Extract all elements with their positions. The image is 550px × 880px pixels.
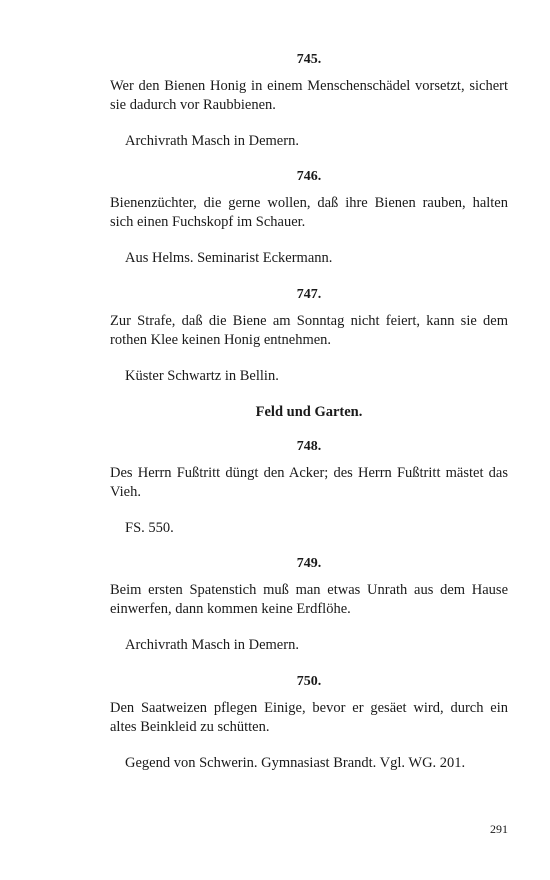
entry-746 — [110, 168, 508, 268]
entry-748 — [110, 438, 508, 538]
section-heading: Feld und Garten. — [255, 404, 363, 420]
entry-number: 746. — [296, 169, 322, 184]
entry-text: Des Herrn Fußtritt düngt den Acker; des Herrn Fußtritt mästet das Vieh. — [110, 465, 508, 500]
page-number: 291 — [490, 822, 508, 836]
entry-747 — [110, 286, 508, 386]
entry-text: Wer den Bienen Honig in einem Menschenschädel vorsetzt, sichert sie dadurch vor Raubbienen. — [110, 78, 508, 113]
entry-number: 750. — [296, 674, 322, 689]
entry-750 — [110, 673, 508, 773]
entry-source: Aus Helms. Seminarist Eckermann. — [125, 250, 333, 266]
entry-text: Beim ersten Spatenstich muß man etwas Unrath aus dem Hause einwerfen, dann kommen keine Erdflöhe. — [110, 582, 508, 617]
entry-number: 745. — [296, 52, 322, 67]
entry-text: Den Saatweizen pflegen Einige, bevor er gesäet wird, durch ein altes Beinkleid zu schütten. — [110, 700, 508, 735]
entry-source: Archivrath Masch in Demern. — [125, 133, 299, 149]
entry-source: Gegend von Schwerin. Gymnasiast Brandt. Vgl. WG. 201. — [125, 755, 466, 771]
entry-text: Bienenzüchter, die gerne wollen, daß ihre Bienen rauben, halten sich einen Fuchskopf im Schauer. — [110, 195, 508, 230]
book-page — [110, 0, 508, 880]
entry-749 — [110, 555, 508, 655]
entry-number: 747. — [296, 287, 322, 302]
entry-text: Zur Strafe, daß die Biene am Sonntag nicht feiert, kann sie dem rothen Klee keinen Honig entnehmen. — [110, 313, 508, 348]
entry-number: 748. — [296, 439, 322, 454]
entry-745 — [110, 51, 508, 151]
entry-source: Küster Schwartz in Bellin. — [125, 368, 279, 384]
entry-source: FS. 550. — [125, 520, 174, 536]
entry-number: 749. — [296, 556, 322, 571]
entry-source: Archivrath Masch in Demern. — [125, 637, 299, 653]
